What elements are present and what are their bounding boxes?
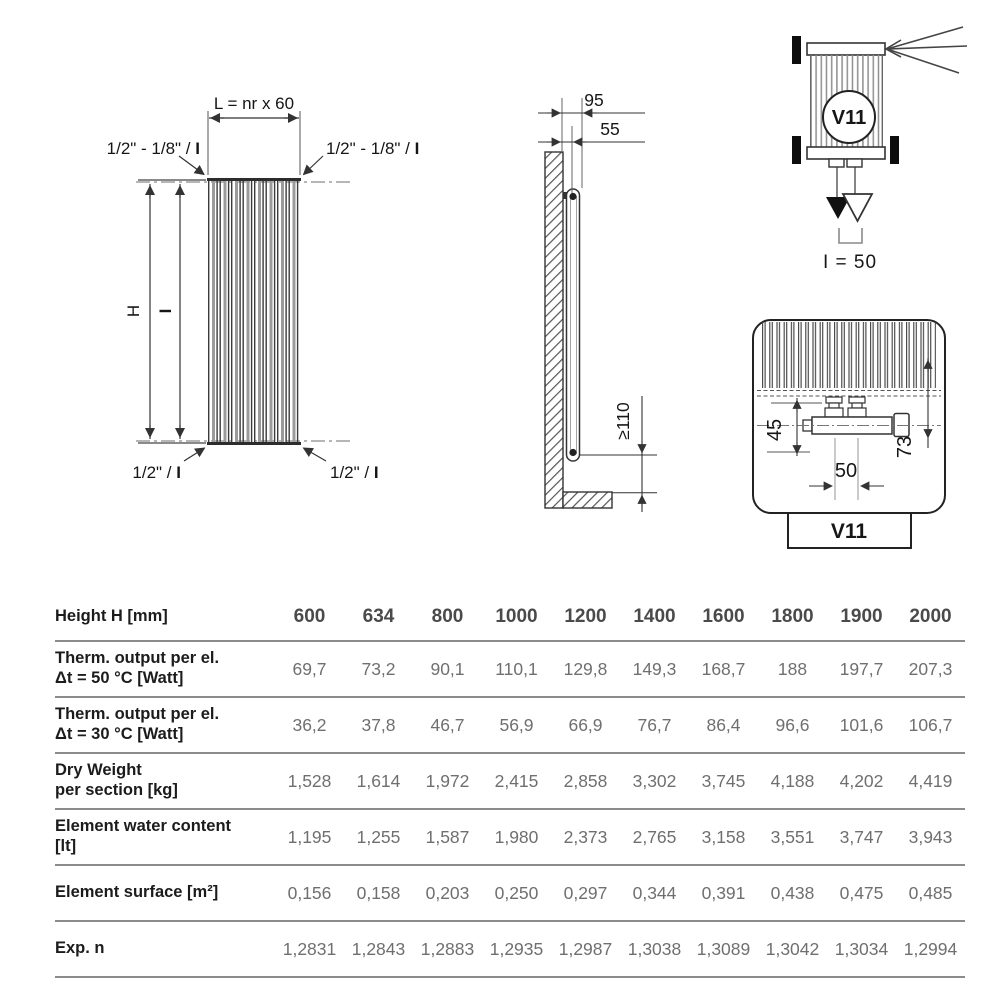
- valve-model-label: V11: [831, 107, 867, 129]
- table-cell: 1,3038: [627, 938, 682, 959]
- table-cell: 3,158: [701, 826, 746, 847]
- table-header-row: [55, 594, 965, 641]
- row-label-line: Therm. output per el.: [55, 649, 220, 668]
- length-formula-label: L = nr x 60: [213, 94, 295, 113]
- dim-50-label: 50: [834, 460, 858, 482]
- row-label-line: Therm. output per el.: [55, 705, 220, 724]
- height-column-header: 1000: [495, 606, 538, 627]
- height-dim-label: H: [124, 304, 143, 318]
- interaxis-dim-label: I: [156, 308, 175, 314]
- row-label-line: per section [kg]: [55, 781, 178, 799]
- table-cell: 1,614: [356, 770, 401, 791]
- row-label: [55, 753, 275, 809]
- table-cell: 101,6: [839, 714, 884, 735]
- table-cell: 0,475: [839, 882, 884, 903]
- bracket-icon: [890, 136, 899, 164]
- table-row: [55, 697, 965, 753]
- table-cell: 66,9: [568, 714, 603, 735]
- table-cell: 37,8: [361, 714, 396, 735]
- table-cell: 76,7: [637, 714, 672, 735]
- table-cell: 0,156: [287, 882, 332, 903]
- return-triangle-icon: [843, 194, 872, 221]
- height-column-header: 634: [362, 606, 395, 627]
- spec-table-grid: [55, 594, 965, 978]
- table-cell: 56,9: [499, 714, 534, 735]
- table-cell: 2,858: [563, 770, 608, 791]
- row-label: [55, 865, 275, 921]
- table-cell: 3,943: [908, 826, 953, 847]
- row-label: [55, 809, 275, 865]
- table-cell: 188: [777, 658, 808, 679]
- row-label-line: [lt]: [55, 837, 77, 855]
- table-cell: 36,2: [292, 714, 327, 735]
- connection-label-top-right: 1/2" - 1/8" / I: [326, 139, 420, 158]
- row-label-line: Element surface [m²]: [55, 883, 219, 902]
- spacing-bracket-icon: [839, 228, 862, 243]
- table-cell: 0,438: [770, 882, 815, 903]
- table-cell: 0,250: [494, 882, 539, 903]
- row-label: [55, 921, 275, 977]
- table-cell: 197,7: [839, 658, 884, 679]
- row-label-line: Δt = 30 °C [Watt]: [55, 725, 184, 743]
- height-column-header: 800: [431, 606, 464, 627]
- connection-label-bottom-left: 1/2" / I: [132, 463, 181, 482]
- table-cell: 0,158: [356, 882, 401, 903]
- height-column-header: 2000: [909, 606, 952, 627]
- table-cell: 46,7: [430, 714, 465, 735]
- front-view-drawing: [107, 94, 420, 482]
- connection-label-bottom-right: 1/2" / I: [330, 463, 379, 482]
- table-cell: 3,551: [770, 826, 815, 847]
- table-row: [55, 809, 965, 865]
- row-label-line: Dry Weight: [55, 761, 142, 780]
- table-cell: 3,747: [839, 826, 884, 847]
- height-column-header: 1400: [633, 606, 676, 627]
- table-cell: 1,3089: [696, 938, 751, 959]
- table-cell: 1,528: [287, 770, 332, 791]
- spec-table: [55, 594, 965, 978]
- row-label: [55, 641, 275, 697]
- height-column-header: 1200: [564, 606, 607, 627]
- table-cell: 1,980: [494, 826, 539, 847]
- table-cell: 4,202: [839, 770, 884, 791]
- valve-detail-model-label: V11: [830, 520, 868, 543]
- table-cell: 0,344: [632, 882, 677, 903]
- table-cell: 0,203: [425, 882, 470, 903]
- height-column-header: 600: [293, 606, 326, 627]
- table-cell: 69,7: [292, 658, 327, 679]
- table-cell: 1,2987: [558, 938, 613, 959]
- table-cell: 4,188: [770, 770, 815, 791]
- table-cell: 2,373: [563, 826, 608, 847]
- bracket-icon: [792, 136, 801, 164]
- table-cell: 106,7: [908, 714, 953, 735]
- row-label-line: Element water content: [55, 817, 232, 836]
- valve-schematic-drawing: [792, 27, 967, 273]
- table-cell: 90,1: [430, 658, 465, 679]
- table-cell: 1,2994: [903, 938, 958, 959]
- height-column-header: 1900: [840, 606, 883, 627]
- table-cell: 1,3042: [765, 938, 820, 959]
- table-row: [55, 865, 965, 921]
- table-cell: 86,4: [706, 714, 741, 735]
- bracket-icon: [792, 36, 801, 64]
- table-cell: 1,972: [425, 770, 470, 791]
- min-clearance-label: ≥110: [613, 402, 633, 440]
- depth-95-label: 95: [584, 90, 604, 110]
- connection-label-top-left: 1/2" - 1/8" / I: [106, 139, 200, 158]
- table-cell: 1,255: [356, 826, 401, 847]
- table-cell: 168,7: [701, 658, 746, 679]
- table-cell: 1,2831: [282, 938, 337, 959]
- row-label-line: Exp. n: [55, 939, 105, 958]
- table-cell: 1,2843: [351, 938, 406, 959]
- dim-73-label: 73: [894, 435, 916, 459]
- table-cell: 207,3: [908, 658, 953, 679]
- table-cell: 73,2: [361, 658, 396, 679]
- air-vent-icon: [886, 27, 967, 73]
- table-cell: 0,297: [563, 882, 608, 903]
- table-cell: 149,3: [632, 658, 677, 679]
- height-column-header: 1800: [771, 606, 814, 627]
- row-label-line: Δt = 50 °C [Watt]: [55, 669, 184, 687]
- table-cell: 1,2883: [420, 938, 475, 959]
- table-cell: 110,1: [495, 658, 538, 679]
- table-row: [55, 753, 965, 809]
- table-cell: 2,415: [494, 770, 539, 791]
- side-view-drawing: [538, 90, 657, 512]
- table-row: [55, 921, 965, 977]
- table-cell: 1,3034: [834, 938, 889, 959]
- table-cell: 3,302: [632, 770, 677, 791]
- row-label: [55, 697, 275, 753]
- table-cell: 0,391: [701, 882, 746, 903]
- table-cell: 1,195: [287, 826, 332, 847]
- table-cell: 129,8: [563, 658, 608, 679]
- height-column-header: 1600: [702, 606, 745, 627]
- table-row: [55, 641, 965, 697]
- dim-45-label: 45: [764, 418, 786, 442]
- table-cell: 1,587: [425, 826, 470, 847]
- depth-55-label: 55: [600, 119, 620, 139]
- table-cell: 1,2935: [489, 938, 544, 959]
- interaxis-50-label: I = 50: [822, 252, 878, 273]
- table-cell: 4,419: [908, 770, 953, 791]
- table-header-label: Height H [mm]: [55, 607, 168, 626]
- table-cell: 96,6: [775, 714, 810, 735]
- table-cell: 2,765: [632, 826, 677, 847]
- table-cell: 0,485: [908, 882, 953, 903]
- valve-detail-drawing: [753, 320, 945, 548]
- table-cell: 3,745: [701, 770, 746, 791]
